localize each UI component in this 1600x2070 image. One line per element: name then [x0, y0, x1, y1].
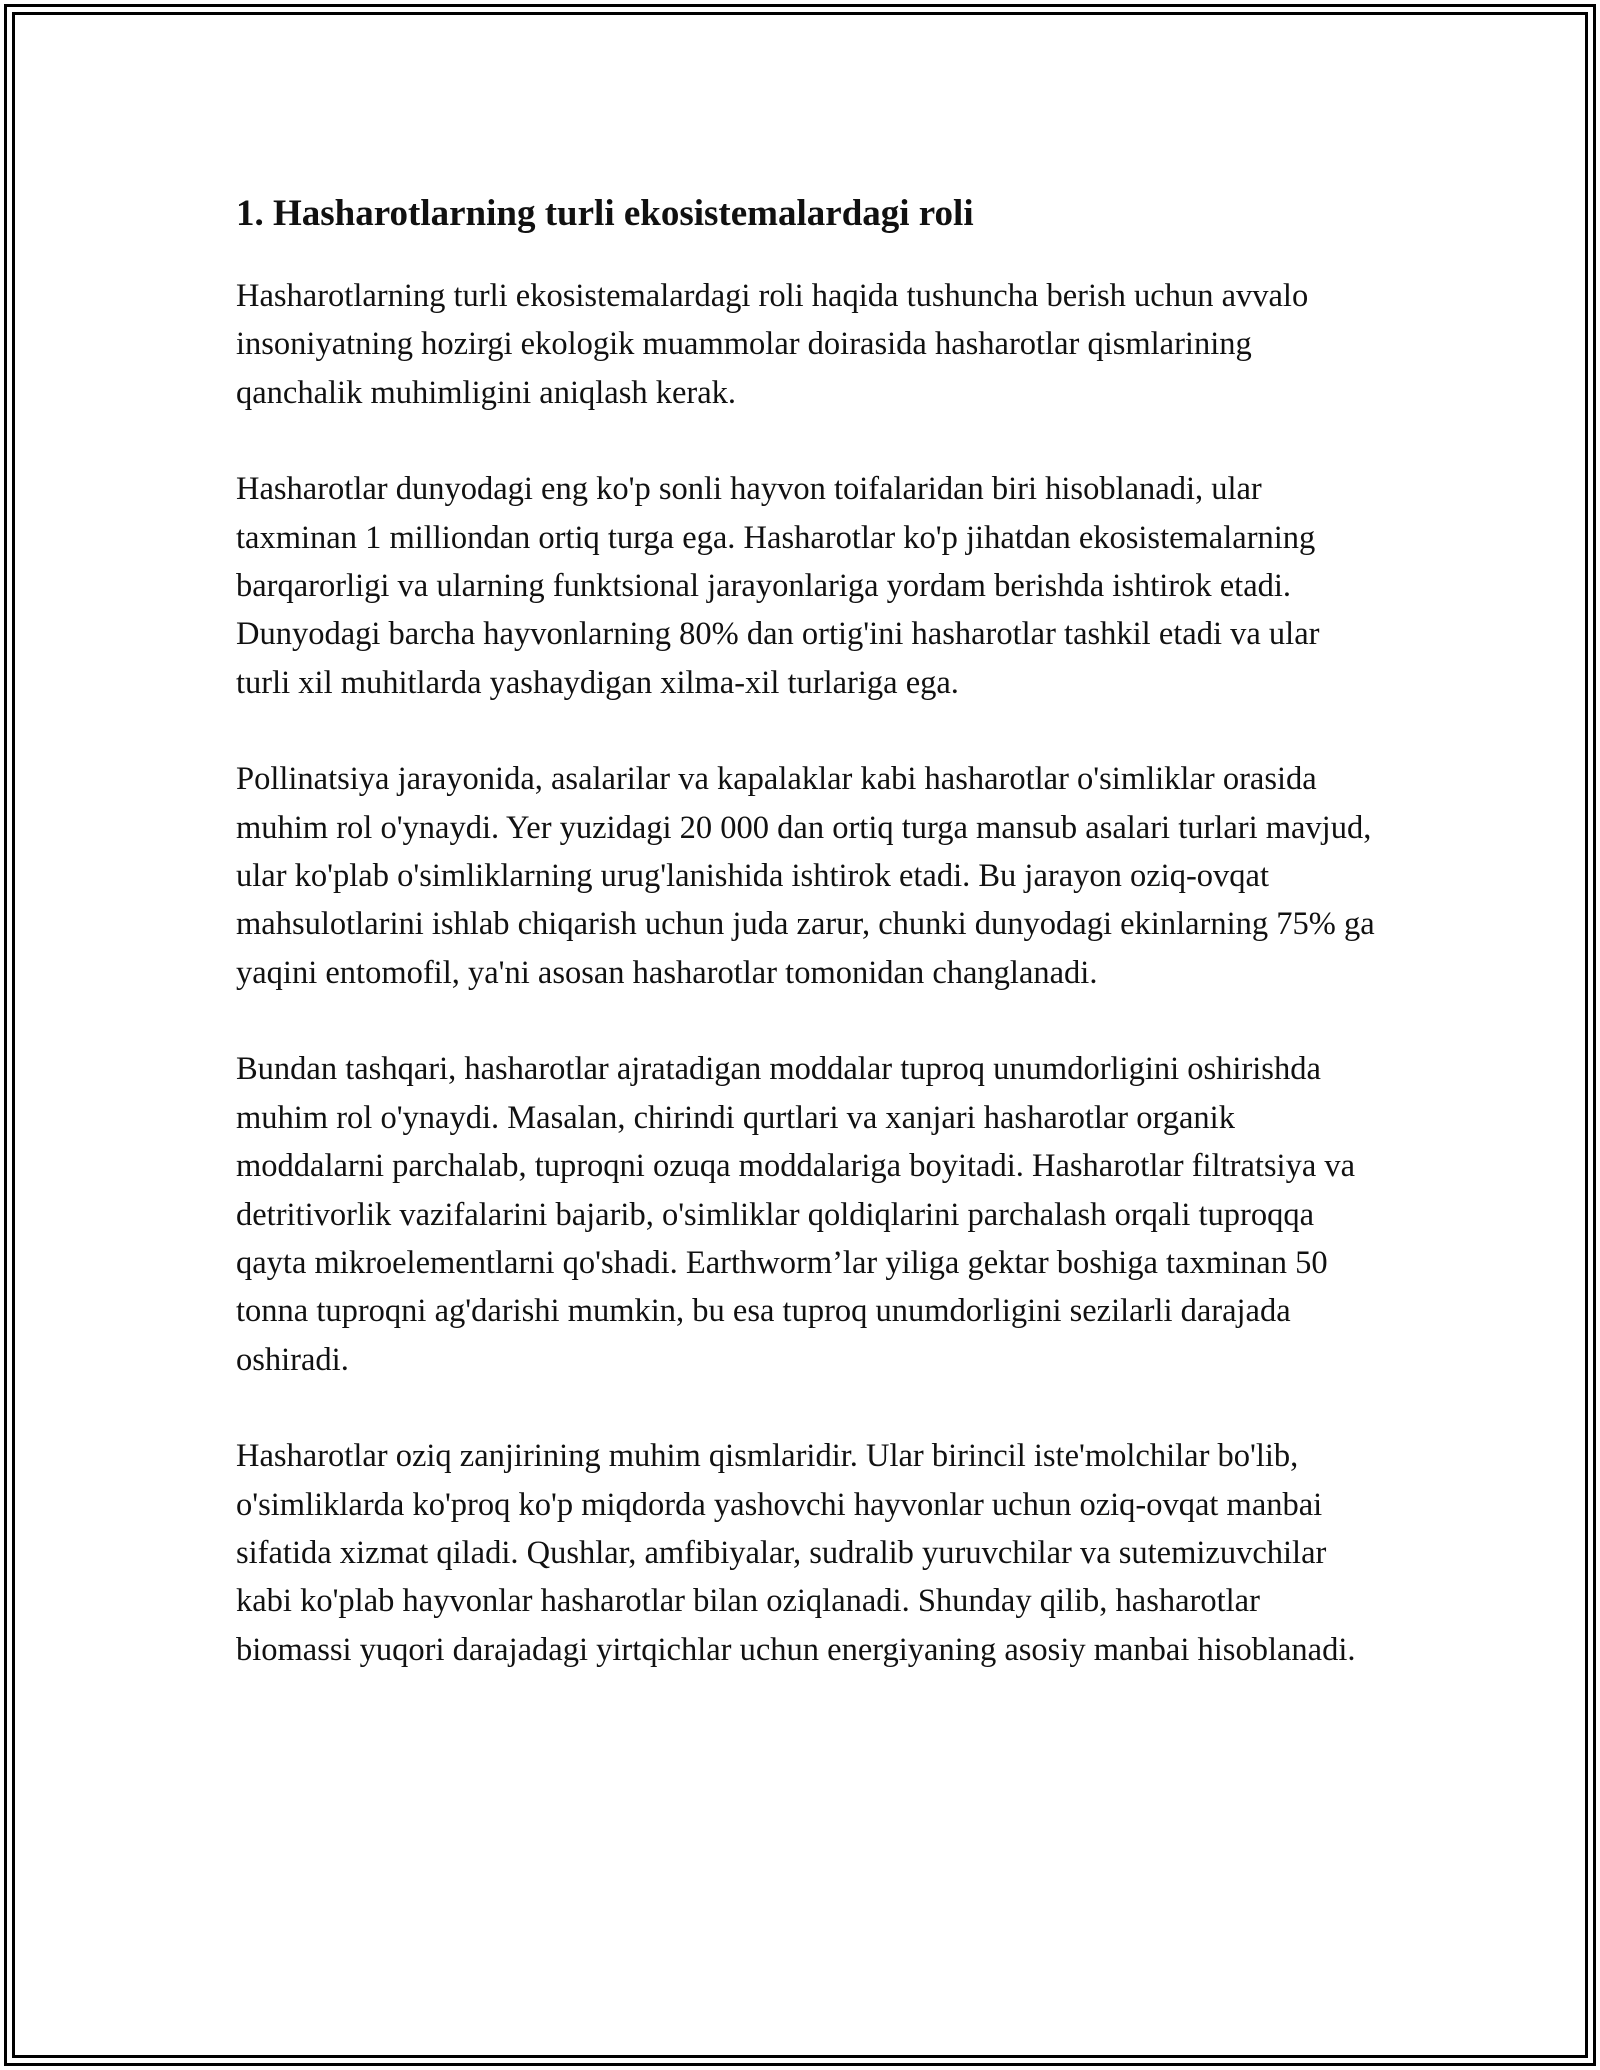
- paragraph-pollination: Pollinatsiya jarayonida, asalarilar va kapalaklar kabi hasharotlar o'simliklar orasida muhim rol o'ynaydi. Yer yuzidagi 20 000 dan ortiq turga mansub asalari turlari mavjud, ular ko'plab o'simliklarning urug'lanishida ishtirok etadi. Bu jarayon oziq-ovqat mahsulotlarini ishlab chiqarish uchun juda zarur, chunki dunyodagi ekinlarning 75% ga yaqini entomofil, ya'ni asosan hasharotlar tomonidan changlanadi.: [236, 761, 1375, 991]
- paragraph-food-chain: Hasharotlar oziq zanjirining muhim qismlaridir. Ular birincil iste'molchilar bo'lib, o'simliklarda ko'proq ko'p miqdorda yashovchi hayvonlar uchun oziq-ovqat manbai sifatida xizmat qiladi. Qushlar, amfibiyalar, sudralib yuruvchilar va sutemizuvchilar kabi ko'plab hayvonlar hasharotlar bilan oziqlanadi. Shunday qilib, hasharotlar biomassi yuqori darajadagi yirtqichlar uchun energiyaning asosiy manbai hisoblanadi.: [236, 1438, 1356, 1668]
- section-heading: 1. Hasharotlarning turli ekosistemalardagi roli: [236, 193, 974, 234]
- document-body: [236, 190, 1376, 1722]
- paragraph-diversity: Hasharotlar dunyodagi eng ko'p sonli hayvon toifalaridan biri hisoblanadi, ular taxminan 1 milliondan ortiq turga ega. Hasharotlar ko'p jihatdan ekosistemalarning barqarorligi va ularning funktsional jarayonlariga yordam berishda ishtirok etadi. Dunyodagi barcha hayvonlarning 80% dan ortig'ini hasharotlar tashkil etadi va ular turli xil muhitlarda yashaydigan xilma-xil turlariga ega.: [236, 471, 1320, 701]
- paragraph-soil: Bundan tashqari, hasharotlar ajratadigan moddalar tuproq unumdorligini oshirishda muhim rol o'ynaydi. Masalan, chirindi qurtlari va xanjari hasharotlar organik moddalarni parchalab, tuproqni ozuqa moddalariga boyitadi. Hasharotlar filtratsiya va detritivorlik vazifalarini bajarib, o'simliklar qoldiqlarini parchalash orqali tuproqqa qayta mikroelementlarni qo'shadi. Earthworm’lar yiliga gektar boshiga taxminan 50 tonna tuproqni ag'darishi mumkin, bu esa tuproq unumdorligini sezilarli darajada oshiradi.: [236, 1051, 1356, 1378]
- paragraph-intro: Hasharotlarning turli ekosistemalardagi roli haqida tushuncha berish uchun avvalo insoniyatning hozirgi ekologik muammolar doirasida hasharotlar qismlarining qanchalik muhimligini aniqlash kerak.: [236, 278, 1309, 411]
